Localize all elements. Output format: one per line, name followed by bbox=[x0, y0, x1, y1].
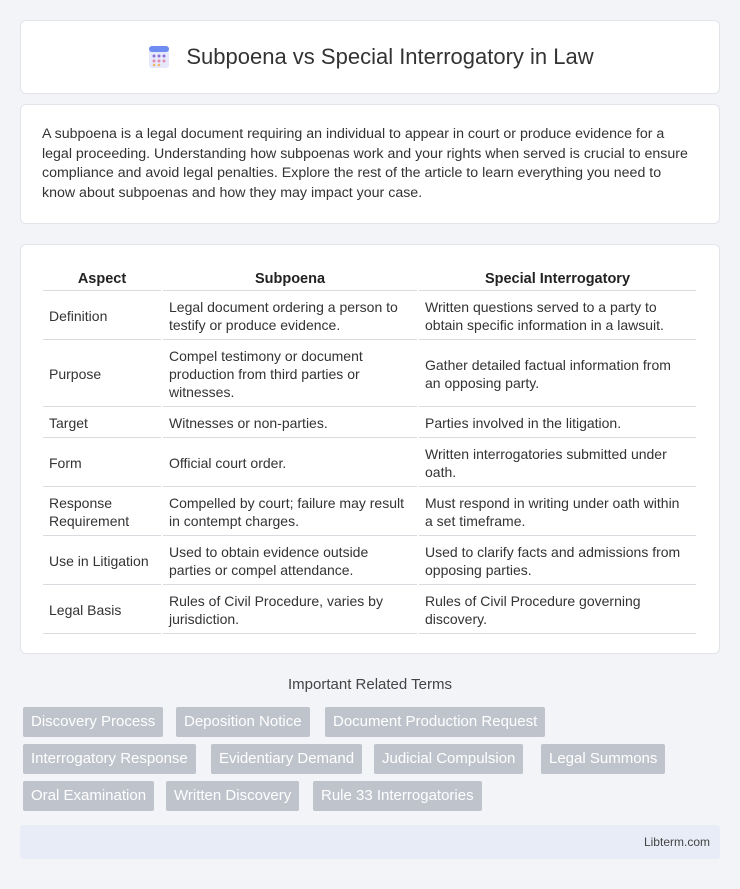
table-row bbox=[43, 587, 696, 634]
row-interrogatory: Written interrogatories submitted under oath. bbox=[419, 440, 696, 487]
tag-document-production-request[interactable]: Document Production Request bbox=[325, 707, 545, 737]
row-interrogatory: Rules of Civil Procedure governing discovery. bbox=[419, 587, 696, 634]
row-interrogatory: Used to clarify facts and admissions from opposing parties. bbox=[419, 538, 696, 585]
row-aspect: Use in Litigation bbox=[43, 538, 161, 585]
row-aspect: Target bbox=[43, 409, 161, 438]
intro-text: A subpoena is a legal document requiring an individual to appear in court or produce evidence for a legal proceeding. Understanding how subpoenas work and your rights when served is crucial to ensure compliance and avoid legal penalties. Explore the rest of the article to learn everything you need to know about subpoenas and how they may impact your case. bbox=[42, 126, 688, 201]
tag-legal-summons[interactable]: Legal Summons bbox=[541, 744, 665, 774]
row-subpoena: Official court order. bbox=[163, 440, 417, 487]
row-subpoena: Compelled by court; failure may result in contempt charges. bbox=[163, 489, 417, 536]
header-special-interrogatory: Special Interrogatory bbox=[419, 267, 696, 291]
page-title: Subpoena vs Special Interrogatory in Law bbox=[186, 44, 594, 69]
tag-interrogatory-response[interactable]: Interrogatory Response bbox=[23, 744, 196, 774]
intro-card bbox=[20, 104, 720, 224]
footer bbox=[20, 825, 720, 859]
row-interrogatory: Parties involved in the litigation. bbox=[419, 409, 696, 438]
tag-written-discovery[interactable]: Written Discovery bbox=[166, 781, 299, 811]
comparison-card bbox=[20, 244, 720, 654]
row-aspect: Purpose bbox=[43, 342, 161, 407]
table-row bbox=[43, 293, 696, 340]
header-subpoena: Subpoena bbox=[163, 267, 417, 291]
related-terms-title: Important Related Terms bbox=[288, 676, 452, 693]
comparison-table bbox=[41, 265, 698, 636]
row-interrogatory: Written questions served to a party to obtain specific information in a lawsuit. bbox=[419, 293, 696, 340]
row-aspect: Legal Basis bbox=[43, 587, 161, 634]
header-card bbox=[20, 20, 720, 94]
table-row bbox=[43, 409, 696, 438]
row-subpoena: Legal document ordering a person to testify or produce evidence. bbox=[163, 293, 417, 340]
table-row bbox=[43, 538, 696, 585]
table-row bbox=[43, 440, 696, 487]
table-row bbox=[43, 342, 696, 407]
row-interrogatory: Must respond in writing under oath within a set timeframe. bbox=[419, 489, 696, 536]
row-subpoena: Witnesses or non-parties. bbox=[163, 409, 417, 438]
tag-oral-examination[interactable]: Oral Examination bbox=[23, 781, 154, 811]
footer-site-link[interactable]: Libterm.com bbox=[643, 835, 710, 849]
tag-evidentiary-demand[interactable]: Evidentiary Demand bbox=[211, 744, 362, 774]
tag-judicial-compulsion[interactable]: Judicial Compulsion bbox=[374, 744, 523, 774]
table-row bbox=[43, 489, 696, 536]
row-subpoena: Compel testimony or document production from third parties or witnesses. bbox=[163, 342, 417, 407]
row-interrogatory: Gather detailed factual information from an opposing party. bbox=[419, 342, 696, 407]
row-subpoena: Rules of Civil Procedure, varies by jurisdiction. bbox=[163, 587, 417, 634]
row-aspect: Definition bbox=[43, 293, 161, 340]
header-aspect: Aspect bbox=[43, 267, 161, 291]
tag-rule-33-interrogatories[interactable]: Rule 33 Interrogatories bbox=[313, 781, 482, 811]
tag-discovery-process[interactable]: Discovery Process bbox=[23, 707, 163, 737]
tag-deposition-notice[interactable]: Deposition Notice bbox=[176, 707, 310, 737]
table-header-row bbox=[43, 267, 696, 291]
row-subpoena: Used to obtain evidence outside parties or compel attendance. bbox=[163, 538, 417, 585]
document-list-icon bbox=[146, 44, 172, 70]
row-aspect: Form bbox=[43, 440, 161, 487]
row-aspect: Response Requirement bbox=[43, 489, 161, 536]
